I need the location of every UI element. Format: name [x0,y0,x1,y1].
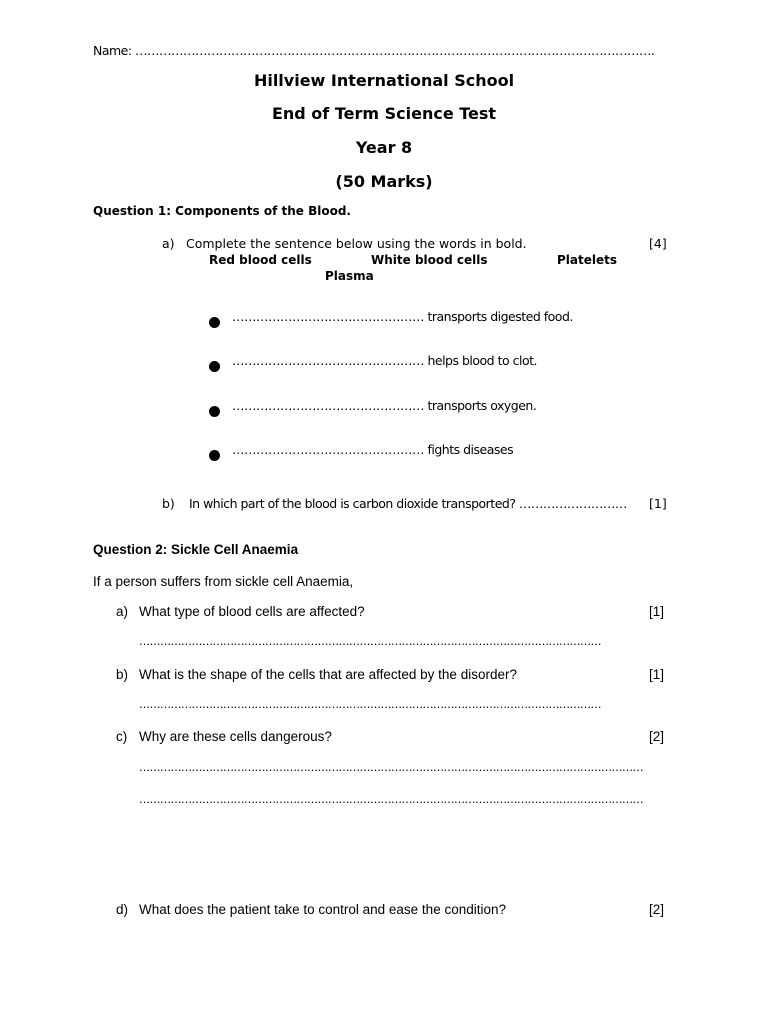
q2d-number: d) [116,902,129,917]
q2c-answer-line-2: ……………………………………………………………………………………………………………………………… [139,793,643,806]
q2-intro: If a person suffers from sickle cell Anaemia, [93,574,354,589]
question-2-heading: Question 2: Sickle Cell Anaemia [93,542,299,557]
q1b-marks: [1] [649,496,667,511]
word-plasma: Plasma [325,269,374,283]
year-label: Year 8 [355,138,413,157]
q2a-answer-line: …………………………………………………………………………………………………………………… [139,635,601,648]
q2b-answer-line: …………………………………………………………………………………………………………………… [139,698,601,711]
question-1-heading: Question 1: Components of the Blood. [93,204,351,218]
name-field: Name: …………………………………………………………………………………………………………………. [93,43,655,58]
q2b-text: What is the shape of the cells that are affected by the disorder? [139,667,517,682]
test-title: End of Term Science Test [271,104,497,123]
q2b-number: b) [116,667,129,682]
word-platelets: Platelets [557,253,618,267]
q2a-marks: [1] [649,604,665,619]
word-red-blood-cells: Red blood cells [209,253,312,267]
q1a-number: a) [162,236,175,251]
word-white-blood-cells: White blood cells [371,253,488,267]
q2c-marks: [2] [649,729,665,744]
bullet-icon [209,313,220,332]
q2c-number: c) [116,729,128,744]
q2a-text: What type of blood cells are affected? [139,604,365,619]
q2c-text: Why are these cells dangerous? [139,729,332,744]
bullet-icon [209,402,220,421]
bullet-item-3: ………………………………………… transports oxygen. [232,398,537,413]
q1a-text: Complete the sentence below using the words in bold. [186,236,527,251]
q2c-answer-line-1: ……………………………………………………………………………………………………………………………… [139,761,643,774]
school-name: Hillview International School [253,71,515,90]
bullet-item-4: ………………………………………… fights diseases [232,442,514,457]
q2d-marks: [2] [649,902,665,917]
q1a-marks: [4] [649,236,667,251]
total-marks: (50 Marks) [335,172,433,191]
q2d-text: What does the patient take to control and ease the condition? [139,902,506,917]
q1b-text: In which part of the blood is carbon dioxide transported? ……………………… [189,496,627,511]
q2b-marks: [1] [649,667,665,682]
bullet-item-1: ………………………………………… transports digested food. [232,309,573,324]
q2a-number: a) [116,604,129,619]
bullet-icon [209,446,220,465]
bullet-icon [209,357,220,376]
q1b-number: b) [162,496,175,511]
bullet-item-2: ………………………………………… helps blood to clot. [232,353,537,368]
